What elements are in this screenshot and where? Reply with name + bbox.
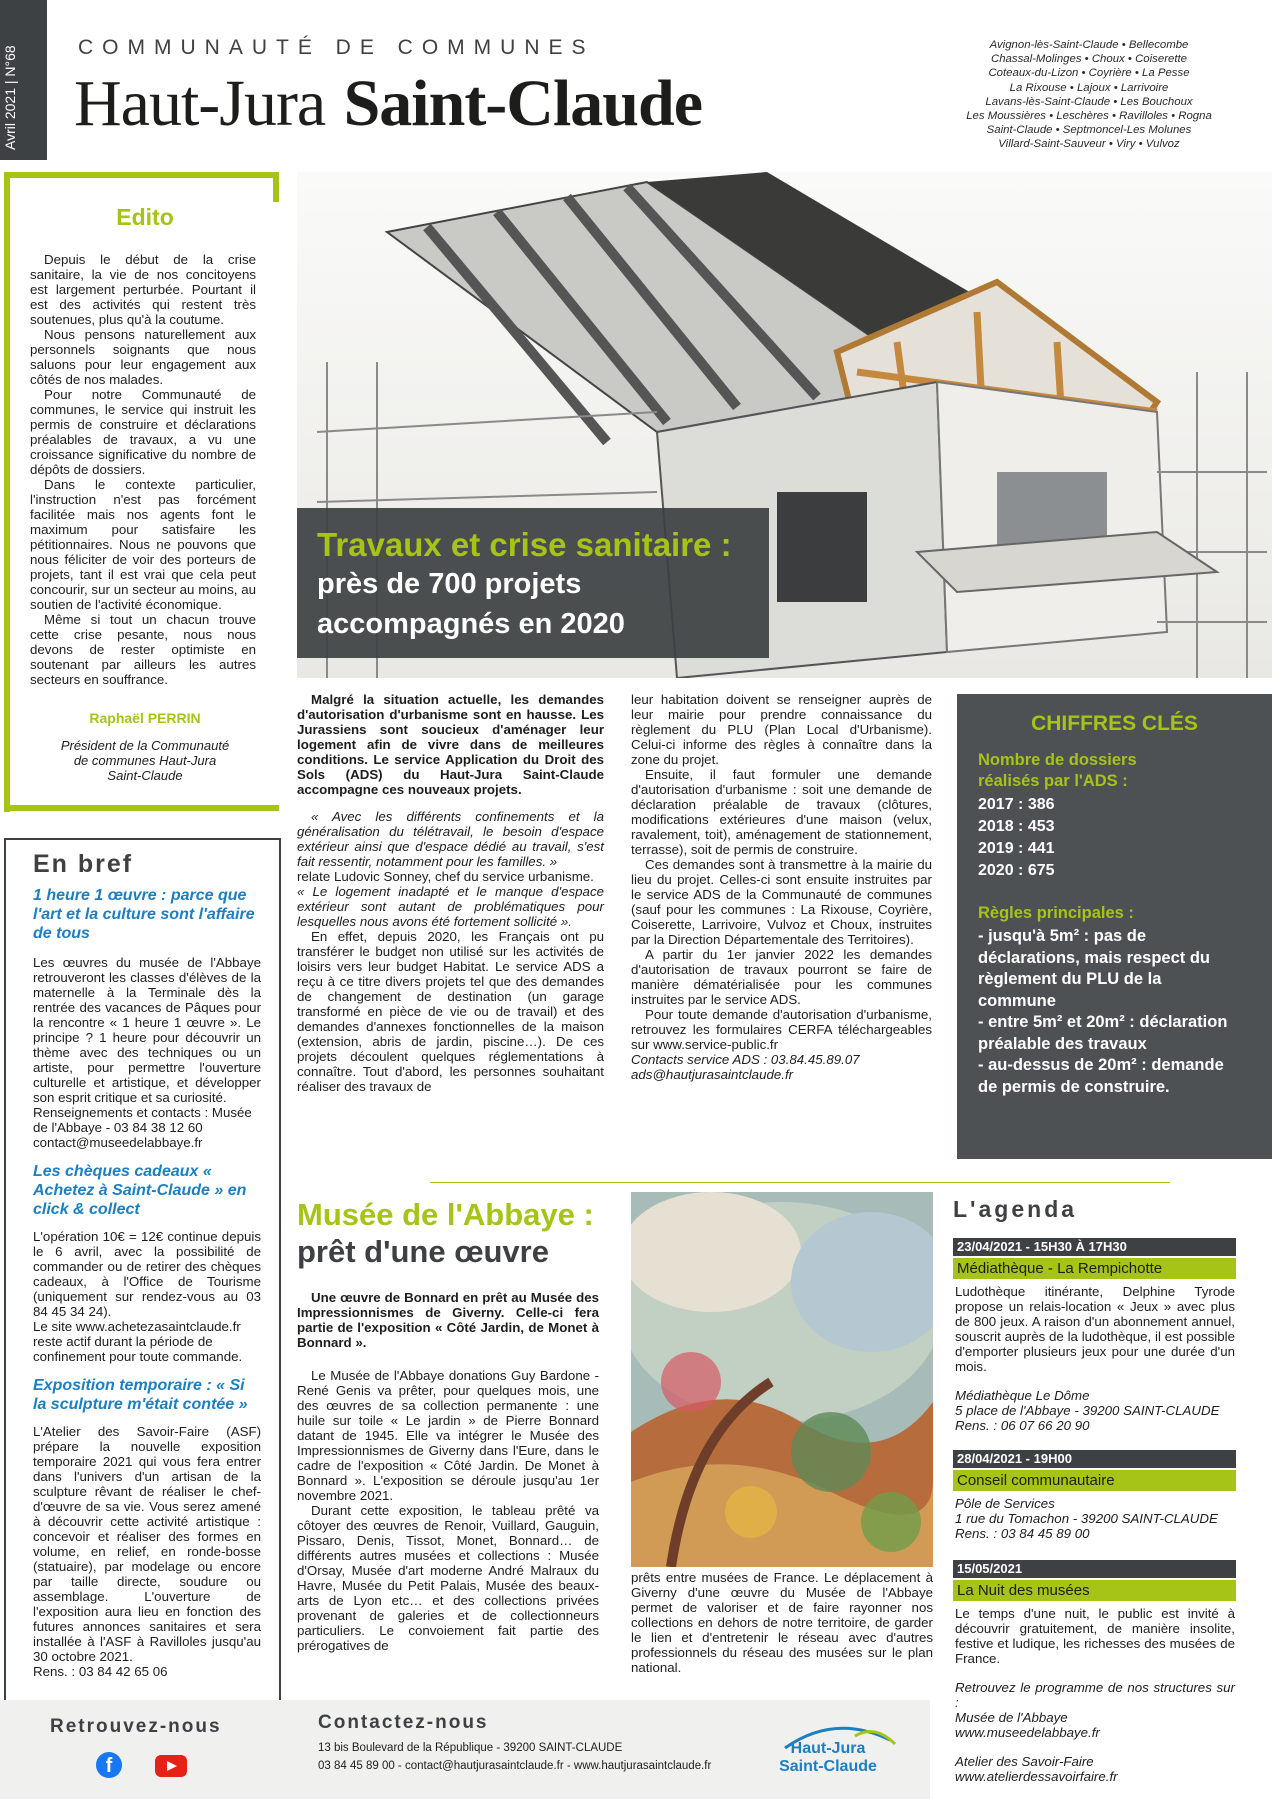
youtube-icon[interactable]: [155, 1755, 187, 1777]
year-row: 2019 : 441: [978, 840, 1055, 857]
en-bref-heading: En bref: [33, 850, 134, 878]
agenda-phone: Rens. : 03 84 45 89 00: [955, 1526, 1090, 1541]
issue-tab: [0, 0, 47, 160]
agenda-address: 5 place de l'Abbaye - 39200 SAINT-CLAUDE: [955, 1403, 1220, 1418]
musee-column-1: [297, 1290, 599, 1653]
communes-line: Les Moussières • Leschères • Ravilloles • Rogna: [966, 110, 1212, 123]
article-email[interactable]: ads@hautjurasaintclaude.fr: [631, 1067, 794, 1082]
hero-title: Travaux et crise sanitaire :: [317, 526, 732, 563]
communes-line: Chassal-Molinges • Choux • Coiserette: [990, 53, 1187, 66]
agenda-date: 23/04/2021 - 15H30 À 17H30: [953, 1238, 1236, 1256]
key-figures-box: [957, 694, 1272, 1159]
bonnard-garden-painting: [631, 1192, 933, 1567]
article-paragraph: Ces demandes sont à transmettre à la mairie du lieu du projet. Celles-ci sont ensuite instruites par le service ADS de la Communauté de communes (sauf pour les communes : La Rixouse, Coyrière, Coiserette, Larrivoire, Vulvoz et Choux, instruites par la Direction Départementale des Territoires).: [631, 857, 932, 947]
facebook-icon[interactable]: f: [96, 1752, 122, 1778]
edito-paragraph: Nous pensons naturellement aux personnels soignants que nous saluons pour leur engagement aux côtés de nos malades.: [30, 327, 256, 387]
agenda-text: Ludothèque itinérante, Delphine Tyrode propose un relais-location « Jeux » avec plus de 800 jeux. A raison d'un abonnement annuel, souscrit auprès de la ludothèque, il est possible d'emporter plusieurs jeux pour une durée d'un mois.: [955, 1284, 1235, 1374]
article-column-1: [297, 692, 604, 1094]
brief-text: Les œuvres du musée de l'Abbaye retrouveront les classes d'élèves de la maternelle à la Terminale dès la rentrée des vacances de Pâques pour la rencontre « 1 heure 1 œuvre ». Le principe ? 1 heure pour découvrir un thème avec des techniques ou un artiste, pour permettre l'ouverture culturelle et artistique, et développer son esprit critique et sa curiosité.: [33, 955, 261, 1105]
communes-line: La Rixouse • Lajoux • Larrivoire: [1009, 81, 1169, 94]
agenda-title: Conseil communautaire: [953, 1470, 1236, 1491]
musee-title: [297, 1196, 594, 1270]
rule-item: - jusqu'à 5m² : pas de déclarations, mais respect du règlement du PLU de la commune: [978, 927, 1211, 1010]
communes-line: Saint-Claude • Septmoncel-Les Molunes: [986, 124, 1192, 137]
painting-image: [631, 1192, 933, 1567]
logo-line1: Haut-Jura: [790, 1740, 866, 1757]
agenda-site-url[interactable]: www.atelierdessavoirfaire.fr: [955, 1769, 1118, 1784]
article-paragraph: A partir du 1er janvier 2022 les demandes d'autorisation de travaux pourront se faire de manière dématérialisée pour les communes instruites par le service ADS.: [631, 947, 932, 1007]
agenda-title: Médiathèque - La Rempichotte: [953, 1258, 1236, 1279]
agenda-event-1: [955, 1284, 1235, 1433]
title-bold: Saint-Claude: [343, 67, 702, 140]
musee-title-line1: Musée de l'Abbaye :: [297, 1197, 594, 1232]
brief-title: Les chèques cadeaux « Achetez à Saint-Claude » en click & collect: [33, 1163, 247, 1218]
key-figures-rules: [978, 926, 1228, 1098]
edito-paragraph: Pour notre Communauté de communes, le service qui instruit les permis de construire et déclarations préalables de travaux, a vu une croissance significative du nombre de dépôts de dossiers.: [30, 387, 256, 477]
article-column-2: [631, 692, 932, 1082]
musee-paragraph: Le Musée de l'Abbaye donations Guy Bardone - René Genis va prêter, pour quelques mois, une des œuvres de sa collection permanente : une huile sur toile « Le jardin » de Pierre Bonnard datant de 1945. Elle va intégrer le Musée des Impressionnismes de Giverny dans l'Eure, dans le cadre de l'exposition « Côté Jardin. De Monet à Bonnard ». L'exposition se déroule jusqu'au 1er novembre 2021.: [297, 1368, 599, 1503]
brief-text: L'Atelier des Savoir-Faire (ASF) prépare la nouvelle exposition temporaire 2021 qui vous fera entrer dans l'univers d'un artisan de la sculpture rêvant de réaliser le chef-d'œuvre de sa vie. Vous serez amené à découvrir cette activité artistique : concevoir et réaliser des formes en volume, en relief, en ronde-bosse (statuaire), par modelage ou encore par taille directe, soudure ou assemblage. L'ouverture de l'exposition aura lieu en fonction des futures annonces sanitaires et sera installée à l'ASF à Ravilloles jusqu'au 30 octobre 2021.: [33, 1424, 261, 1664]
agenda-place: Pôle de Services: [955, 1496, 1055, 1511]
agenda-date: 15/05/2021: [953, 1560, 1236, 1578]
agenda-site-name: Musée de l'Abbaye: [955, 1710, 1068, 1725]
footer-address: 13 bis Boulevard de la République - 39200 SAINT-CLAUDE: [318, 1742, 623, 1754]
agenda-address: 1 rue du Tomachon - 39200 SAINT-CLAUDE: [955, 1511, 1218, 1526]
edito-paragraph: Même si tout un chacun trouve cette crise pesante, nous nous devons de rester optimiste en soutenant par ailleurs les autres secteurs en souffrance.: [30, 612, 256, 687]
footer-follow-label: Retrouvez-nous: [50, 1716, 222, 1737]
en-bref-body: [33, 886, 261, 1679]
musee-paragraph: Durant cette exposition, le tableau prêté va côtoyer des œuvres de Renoir, Vuillard, Gauguin, Pissaro, Denis, Tissot, Monet, Bonnard… de différents autres musées et collections : Musée d'Orsay, Musée d'art moderne André Malraux du Havre, Musée du Petit Palais, Musée des beaux-arts de Lyon etc… et des collections privées provenant de galeries et de collectionneurs particuliers. Le convoiement fait partie des prérogatives de: [297, 1503, 599, 1653]
year-row: 2018 : 453: [978, 818, 1055, 835]
brief-text: L'opération 10€ = 12€ continue depuis le 6 avril, avec la possibilité de commander ou de retirer des chèques cadeaux, à l'Office de Tourisme (uniquement sur rendez-vous au 03 84 45 34 24).: [33, 1229, 261, 1319]
key-figures-rules-label: Règles principales :: [978, 904, 1134, 922]
masthead-subtitle: COMMUNAUTÉ DE COMMUNES: [78, 36, 595, 59]
key-figures-dossiers-label: Nombre de dossiers réalisés par l'ADS :: [978, 751, 1137, 790]
section-divider: [430, 1182, 1170, 1183]
brief-title: Exposition temporaire : « Si la sculpture m'était contée »: [33, 1377, 248, 1413]
key-figures-heading: CHIFFRES CLÉS: [1031, 712, 1198, 735]
musee-column-2: [631, 1570, 933, 1675]
masthead-title: [74, 62, 702, 144]
footer-contact-label: Contactez-nous: [318, 1712, 489, 1733]
edito-paragraph: Depuis le début de la crise sanitaire, la vie de nos concitoyens est largement perturbée. Pourtant il est des activités qui restent très soutenues, plus qu'à la coutume.: [30, 252, 256, 327]
musee-lead: Une œuvre de Bonnard en prêt au Musée des Impressionnismes de Giverny. Celle-ci fera partie de l'exposition « Côté Jardin, de Monet à Bonnard ».: [297, 1290, 599, 1350]
article-quote: « Avec les différents confinements et la généralisation du télétravail, le besoin d'espace extérieur ainsi que d'espace dédié au travail, s'est fait ressentir, notamment pour les familles. »: [297, 809, 604, 869]
rule-item: - au-dessus de 20m² : demande de permis de construire.: [978, 1056, 1224, 1096]
edito-author-role: Président de la Communauté de communes Haut-Jura Saint-Claude: [60, 738, 230, 783]
issue-label: Avril 2021 | N°68: [2, 45, 18, 150]
communes-line: Coteaux-du-Lizon • Coyrière • La Pesse: [988, 67, 1190, 80]
edito-author: Raphaël PERRIN: [89, 710, 201, 726]
brief-contact: Rens. : 03 84 42 65 06: [33, 1664, 168, 1679]
edito-heading: Edito: [116, 204, 174, 230]
agenda-note: Retrouvez le programme de nos structures sur :: [955, 1680, 1235, 1710]
footer-contact-line[interactable]: 03 84 45 89 00 - contact@hautjurasaintclaude.fr - www.hautjurasaintclaude.fr: [318, 1760, 712, 1772]
article-paragraph: En effet, depuis 2020, les Français ont pu transférer le budget non utilisé sur les activités de loisirs vers leur budget Habitat. Le service ADS a reçu à ce titre divers projets tel que des demandes de changement de destination (un garage transformé en pièce de vie ou de travail) et des demandes d'annexes fonctionnelles de la maison (extension, abris de jardin, piscine…). De ces projets découlent quelques réglementations à connaître. Tout d'abord, les personnes souhaitant réaliser des travaux de: [297, 929, 604, 1094]
musee-paragraph: prêts entre musées de France. Le déplacement à Giverny d'une œuvre du Musée de l'Abbaye permet de valoriser et de faire rayonner nos collections en dehors de notre territoire, de garder le lien et d'entretenir le réseau avec d'autres professionnels du réseau des musées sur le plan national.: [631, 1570, 933, 1675]
edito-body: [30, 252, 256, 687]
agenda-event-2: [955, 1496, 1235, 1541]
agenda-site-name: Atelier des Savoir-Faire: [955, 1754, 1094, 1769]
agenda-heading-text: L'agenda: [953, 1196, 1078, 1222]
communes-line: Villard-Saint-Sauveur • Viry • Vulvoz: [998, 138, 1180, 151]
edito-paragraph: Dans le contexte particulier, l'instruction n'est pas forcément facilitée mais nos agents font le maximum pour satisfaire les pétitionnaires. Nous ne pouvons que nous féliciter de voir des porteurs de projets, tant il est vrai que cela peut concourir, sur un secteur au moins, au soutien de l'activité économique.: [30, 477, 256, 612]
agenda-phone: Rens. : 06 07 66 20 90: [955, 1418, 1090, 1433]
brief-contact: Le site www.achetezasaintclaude.fr reste actif durant la période de confinement pour toute commande.: [33, 1319, 243, 1364]
hero-subtitle-line1: près de 700 projets: [317, 568, 582, 600]
brief-title: 1 heure 1 œuvre : parce que l'art et la culture sont l'affaire de tous: [33, 887, 255, 942]
article-paragraph: Ensuite, il faut formuler une demande d'autorisation d'urbanisme : soit une demande de déclaration préalable de travaux (clôtures, modifications extérieures d'une maison (velux, ravalement, toit), aménagement de stationnement, terrasse), soit de permis de construire.: [631, 767, 932, 857]
article-quote: « Le logement inadapté et le manque d'espace extérieur sont autant de problématiques pour lesquelles nous avons été fortement sollicité ».: [297, 884, 604, 929]
edito-frame-right: [273, 172, 279, 202]
edito-frame-bottom: [4, 805, 279, 811]
hero-subtitle-line2: accompagnés en 2020: [317, 608, 625, 640]
agenda-title: La Nuit des musées: [953, 1580, 1236, 1601]
rule-item: - entre 5m² et 20m² : déclaration préalable des travaux: [978, 1013, 1228, 1053]
agenda-site-url[interactable]: www.museedelabbaye.fr: [955, 1725, 1100, 1740]
agenda-heading: [953, 1196, 1077, 1223]
agenda-text: Le temps d'une nuit, le public est invité à découvrir gratuitement, de manière insolite, festive et ludique, les richesses des musées de France.: [955, 1606, 1235, 1666]
article-paragraph: Pour toute demande d'autorisation d'urbanisme, retrouvez les formulaires CERFA téléchargeables sur www.service-public.fr: [631, 1007, 932, 1052]
article-contact: Contacts service ADS : 03.84.45.89.07: [631, 1052, 860, 1067]
year-row: 2020 : 675: [978, 862, 1055, 879]
logo-line2: Saint-Claude: [779, 1758, 877, 1775]
communes-line: Lavans-lès-Saint-Claude • Les Bouchoux: [985, 95, 1193, 108]
hero-caption: [297, 508, 769, 658]
article-lead: Malgré la situation actuelle, les demandes d'autorisation d'urbanisme sont en hausse. Les Jurassiens sont soucieux d'aménager leur logement afin de vivre dans de meilleures conditions. Le service Application du Droit des Sols (ADS) du Haut-Jura Saint-Claude accompagne ces nouveaux projets.: [297, 692, 604, 797]
agenda-place: Médiathèque Le Dôme: [955, 1388, 1090, 1403]
footer-logo: [755, 1718, 915, 1788]
communes-line: Avignon-lès-Saint-Claude • Bellecombe: [989, 39, 1189, 51]
article-quote-attribution: relate Ludovic Sonney, chef du service urbanisme.: [297, 869, 594, 884]
key-figures-years: [978, 794, 1055, 882]
agenda-date: 28/04/2021 - 19H00: [953, 1450, 1236, 1468]
year-row: 2017 : 386: [978, 796, 1055, 813]
communes-list: [924, 38, 1254, 152]
title-light: Haut-Jura: [74, 67, 326, 140]
agenda-event-3: [955, 1606, 1235, 1784]
article-paragraph: leur habitation doivent se renseigner auprès de leur mairie pour prendre connaissance du règlement du PLU (Plan Local d'Urbanisme). Celui-ci informe des règles à connaître dans la zone du projet.: [631, 692, 932, 767]
brief-contact: Renseignements et contacts : Musée de l'Abbaye - 03 84 38 12 60 contact@museedelabbaye.fr: [33, 1105, 252, 1150]
musee-title-line2: prêt d'une œuvre: [297, 1234, 549, 1269]
